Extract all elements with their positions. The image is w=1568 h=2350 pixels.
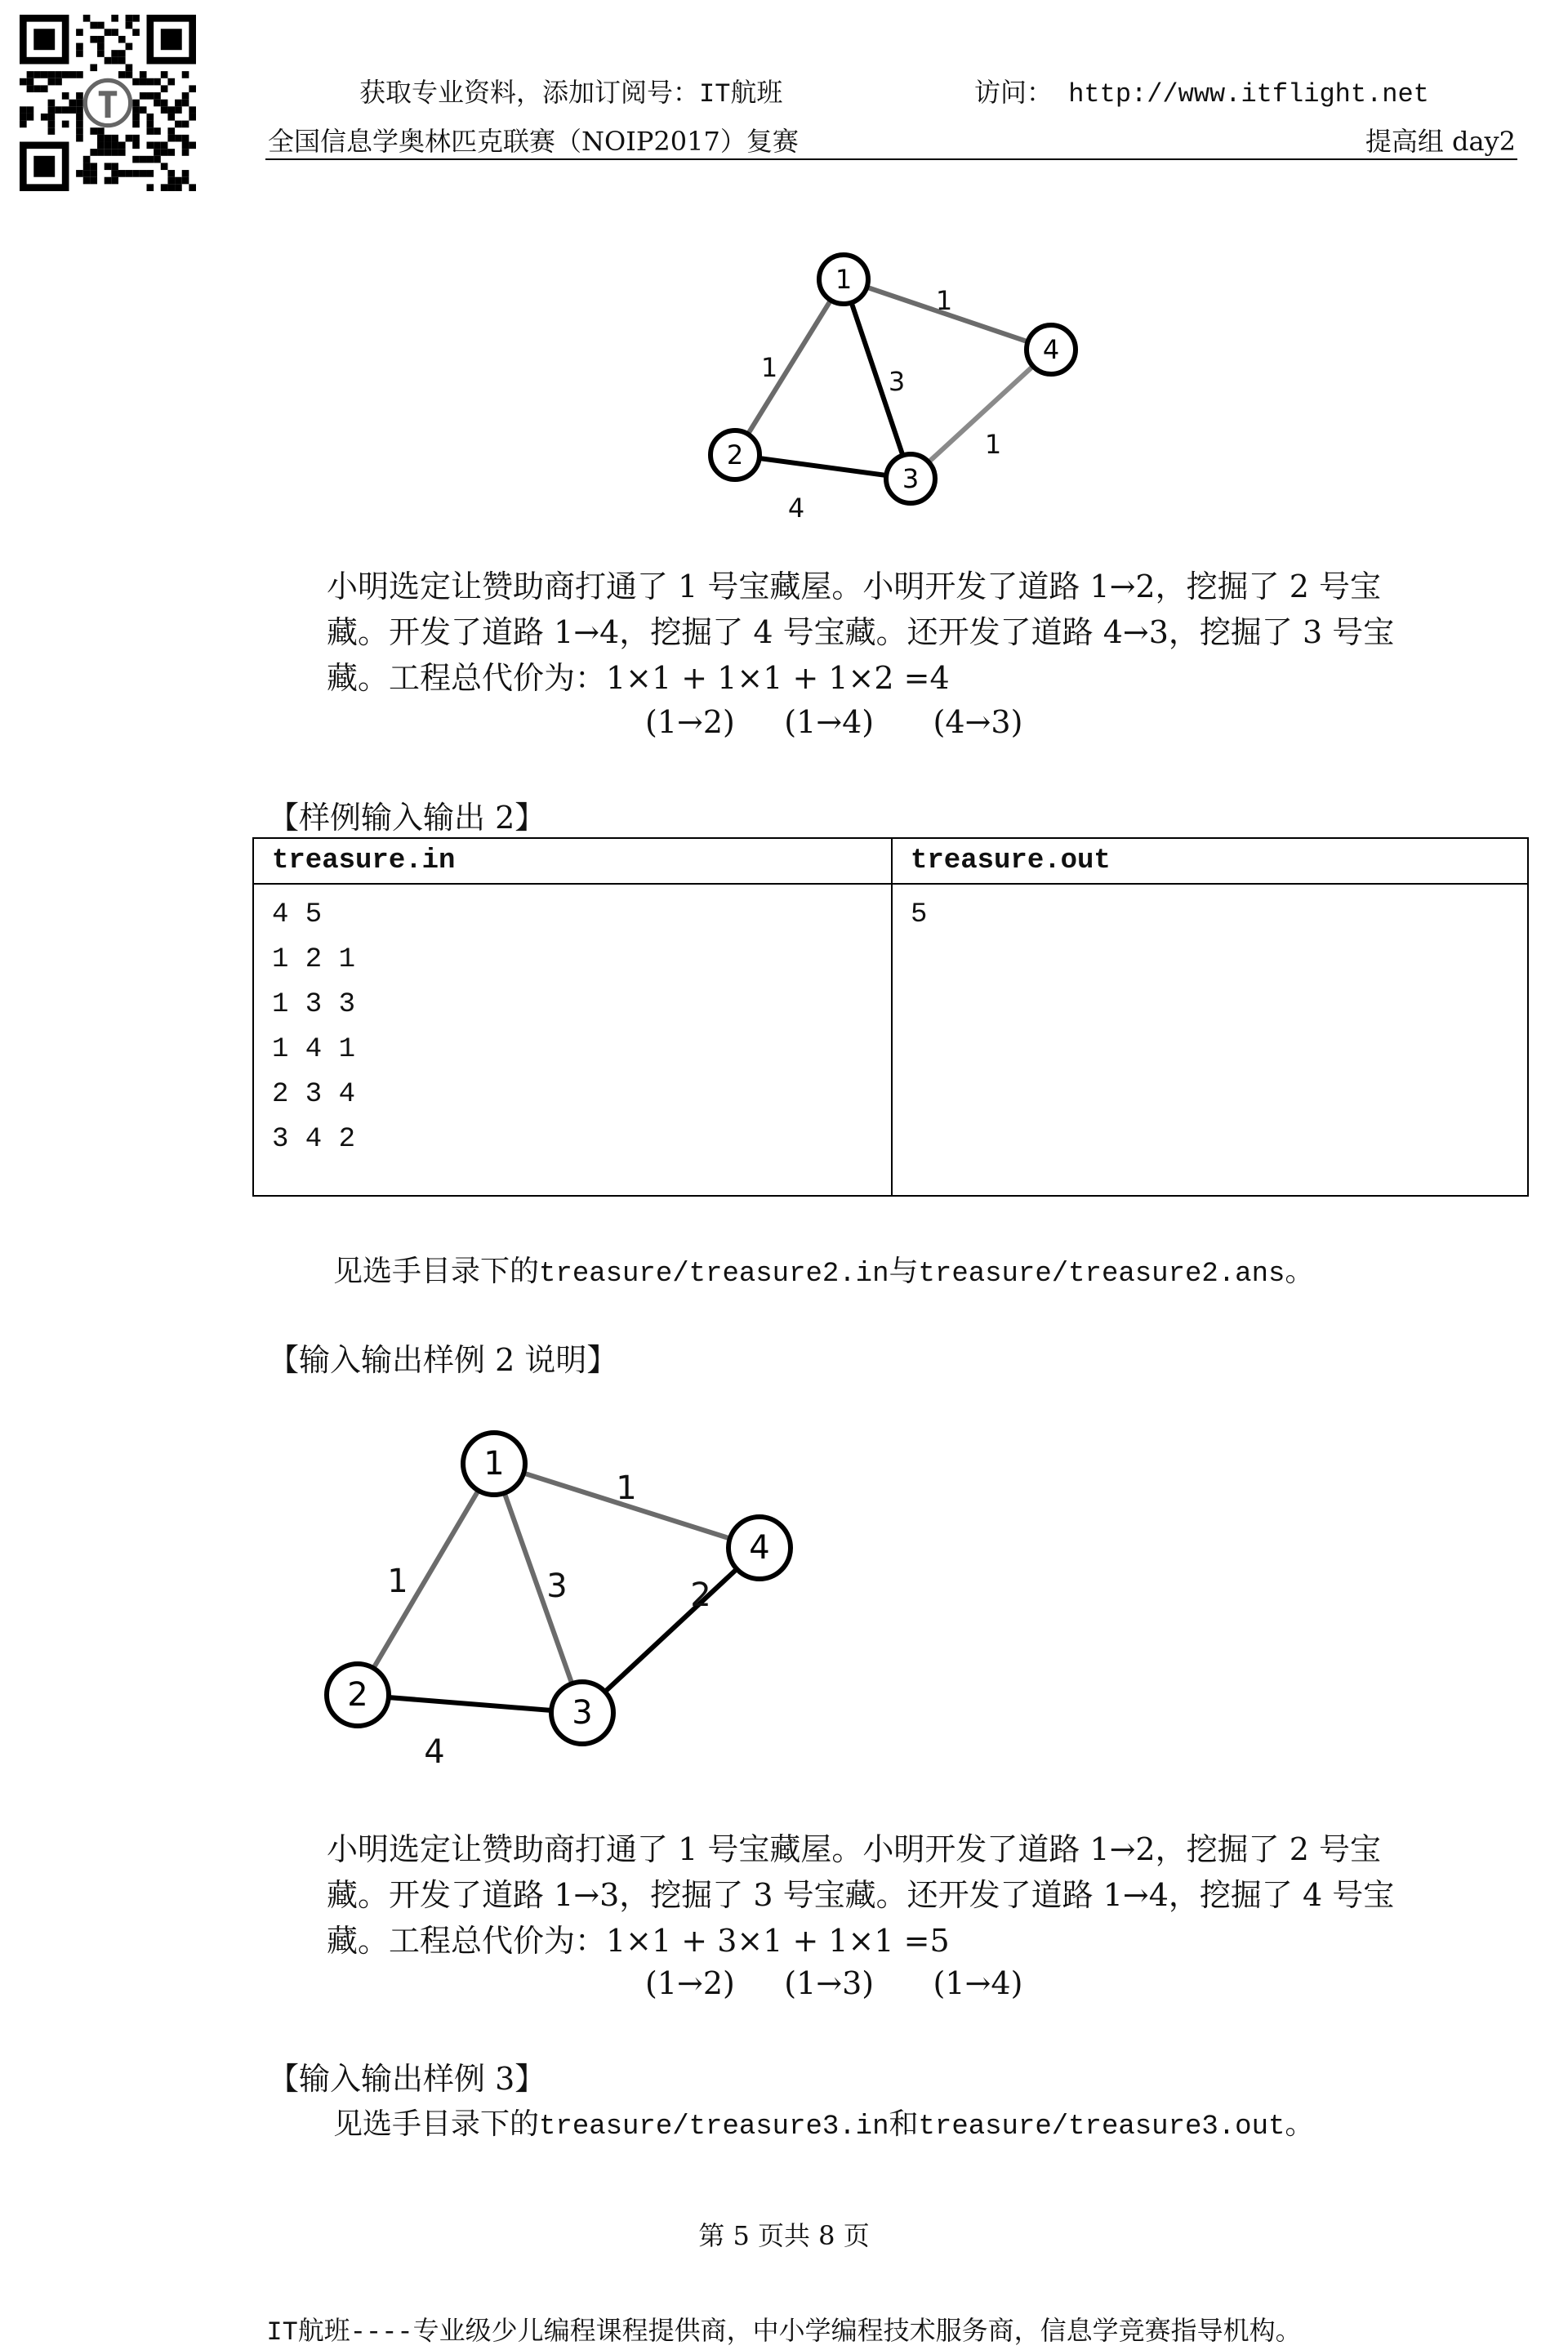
input-file-header: treasure.in [254,839,891,885]
in-line: 3 4 2 [272,1124,356,1155]
in-line: 4 5 [272,899,323,930]
node-2-label: 2 [347,1676,368,1714]
edge-3-4 [911,350,1051,479]
file-path: treasure/treasure2.in [539,1259,889,1290]
path-steps: (1→2) (1→3) (1→4) [645,1965,1023,2001]
explanation-line: 藏。开发了道路 1→4，挖掘了 4 号宝藏。还开发了道路 4→3，挖掘了 3 号宝 [327,614,1395,650]
edge-weight-label: 1 [387,1563,408,1600]
footer-promo-text: IT航班----专业级少儿编程课程提供商，中小学编程技术服务商，信息学竞赛指导机构。 [266,2317,1302,2348]
note-text: 。 [1285,2107,1315,2141]
sample2-explanation [327,1826,1516,1964]
in-line: 1 2 1 [272,944,356,975]
sample2-explanation-label: 【输入输出样例 2 说明】 [268,1342,618,1378]
header-divider [265,158,1517,160]
edge-weight-label: 4 [787,493,805,524]
in-line: 1 4 1 [272,1034,356,1065]
edge-weight-label: 2 [690,1576,711,1614]
node-4-label: 4 [749,1529,770,1567]
edge-weight-label: 1 [616,1469,637,1507]
edge-weight-label: 1 [760,352,778,383]
sample2-label: 【样例输入输出 2】 [268,800,546,836]
file-path: treasure/treasure3.out [918,2111,1285,2143]
promo-subscription-text: 获取专业资料，添加订阅号：IT航班 [359,79,783,109]
edge-2-3 [358,1695,582,1713]
contest-title: 全国信息学奥林匹克联赛（NOIP2017）复赛 [268,126,799,157]
input-column [254,839,893,1195]
page-number: 第 5 页共 8 页 [698,2220,870,2251]
out-line: 5 [911,899,928,930]
edge-weight-label: 4 [424,1733,445,1771]
node-2-label: 2 [726,439,744,470]
edge-1-3 [494,1464,582,1713]
output-content [893,885,1527,938]
sample2-graph-diagram [310,1413,817,1797]
input-content [254,885,891,1162]
node-4-label: 4 [1042,334,1060,365]
edge-1-2 [358,1464,494,1695]
edge-weight-label: 3 [546,1567,568,1605]
sample2-io-table [252,837,1529,1197]
sample1-explanation [327,564,1516,701]
cost-formula: 藏。工程总代价为：1×1 + 1×1 + 1×2 =4 [327,660,950,696]
in-line: 2 3 4 [272,1079,356,1110]
path-steps: (1→2) (1→4) (4→3) [645,704,1023,740]
sample1-graph-diagram [694,245,1102,539]
edge-weight-label: 3 [888,366,906,397]
contest-group-day: 提高组 day2 [1365,126,1516,157]
sample2-file-note [333,1248,1314,1290]
node-1-label: 1 [835,264,853,295]
note-text: 与 [889,1255,919,1288]
explanation-line: 藏。开发了道路 1→3，挖掘了 3 号宝藏。还开发了道路 1→4，挖掘了 4 号宝 [327,1877,1395,1913]
edge-weight-label: 1 [984,429,1002,460]
promo-website-text: 访问： http://www.itflight.net [974,79,1429,109]
edge-weight-label: 1 [935,285,953,316]
explanation-line: 小明选定让赞助商打通了 1 号宝藏屋。小明开发了道路 1→2，挖掘了 2 号宝 [327,1831,1381,1867]
edge-1-2 [735,279,844,455]
note-text: 见选手目录下的 [333,2107,540,2141]
note-text: 。 [1285,1255,1315,1288]
explanation-line: 小明选定让赞助商打通了 1 号宝藏屋。小明开发了道路 1→2，挖掘了 2 号宝 [327,569,1381,604]
note-text: 和 [889,2107,919,2141]
output-column [893,839,1527,1195]
file-path: treasure/treasure2.ans [918,1259,1285,1290]
edge-3-4 [582,1548,760,1713]
node-3-label: 3 [572,1694,593,1732]
cost-formula: 藏。工程总代价为：1×1 + 3×1 + 1×1 =5 [327,1923,950,1959]
sample3-label: 【输入输出样例 3】 [268,2061,546,2097]
note-text: 见选手目录下的 [333,1255,540,1288]
qr-code-image [15,15,201,191]
sample3-file-note [333,2101,1314,2143]
output-file-header: treasure.out [893,839,1527,885]
file-path: treasure/treasure3.in [539,2111,889,2143]
node-3-label: 3 [902,463,920,494]
node-1-label: 1 [483,1445,505,1483]
in-line: 1 3 3 [272,989,356,1020]
